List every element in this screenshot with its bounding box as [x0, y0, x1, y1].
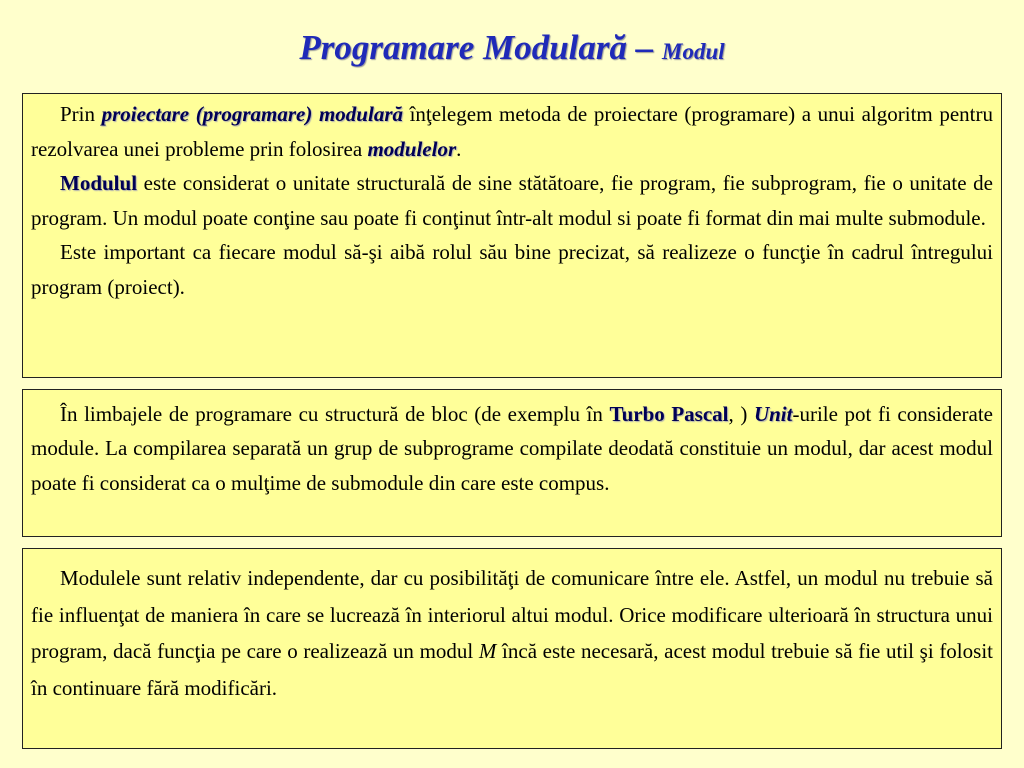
paragraph-block-languages [31, 397, 993, 500]
keyword-modules: modulelor [367, 136, 457, 161]
text: înţelegem metoda de proiectare (programare) a unui algoritm pentru rezolvarea unei probleme prin folosirea [31, 102, 994, 161]
definition-box [22, 93, 1002, 378]
title-sub: Modul [662, 39, 725, 64]
symbol-m: M [478, 639, 497, 664]
text: -urile pot fi considerate module. La compilarea separată un grup de subprograme compilate deodată constituie un modul, dar acest modul poate fi considerat ca o mulţime de submodule din care este compus. [31, 402, 993, 495]
keyword-modular-design: proiectare (programare) modulară [101, 102, 403, 126]
paragraph-modular-design [31, 97, 993, 166]
paragraph-module-definition [31, 166, 993, 235]
text: Este important ca fiecare modul să-şi aibă rolul său bine precizat, să realizeze o funcţie în cadrul întregului program (proiect). [31, 240, 993, 299]
text: este considerat o unitate structurală de sine stătătoare, fie program, fie subprogram, fie o unitate de program. Un modul poate conţine sau poate fi conţinut într-alt modul si poate fi format din mai multe submodule. [31, 171, 993, 230]
independence-box [22, 548, 1002, 749]
keyword-turbo-pascal: Turbo Pascal [609, 402, 729, 426]
block-languages-box [22, 389, 1002, 537]
text: încă este necesară, acest modul trebuie să fie util şi folosit în continuare fără modificări. [31, 639, 993, 700]
paragraph-module-role [31, 235, 993, 304]
text: , ) [728, 402, 754, 426]
text: În limbajele de programare cu structură de bloc (de exemplu în [60, 402, 610, 426]
slide-title [0, 30, 1024, 65]
keyword-unit: Unit [753, 402, 793, 426]
title-main: Programare Modulară – [299, 28, 663, 67]
paragraph-independence [31, 560, 993, 706]
text: Prin [60, 102, 102, 126]
keyword-module: Modulul [60, 171, 138, 196]
text: . [456, 136, 462, 161]
text: Modulele sunt relativ independente, dar cu posibilităţi de comunicare între ele. Astfel, un modul nu trebuie să fie influenţat de maniera în care se lucrează în interiorul altui modul. Orice modificare ulterioară în structura unui program, dacă funcţia pe care o realizează un modul [31, 566, 993, 664]
